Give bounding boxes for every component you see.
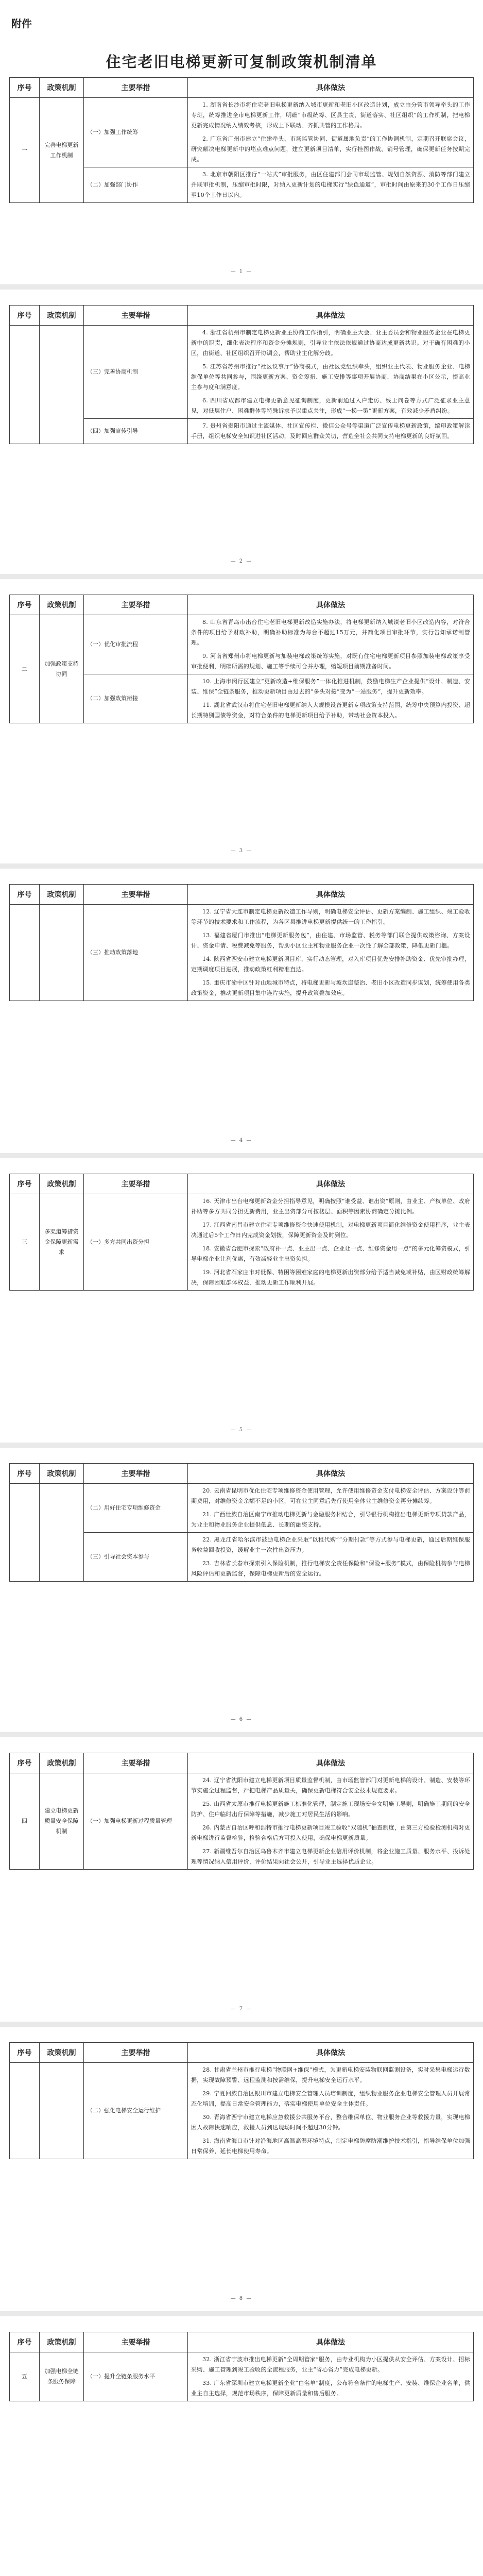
detail-paragraph: 23. 吉林省长春市探索引入保险机制，推行电梯安全责任保险和“保险+服务”模式，由保险机构参与电梯风险评估和更新监督，保障电梯更新后的安全运行。 — [191, 1560, 470, 1577]
header-no: 序号 — [10, 885, 40, 905]
detail-paragraph: 32. 浙江省宁波市推出电梯更新“全周期管家”服务，由专业机构为小区提供从安全评估、方案设计、招标采购、施工管理到竣工验收的全流程服务，业主“省心省力”完成电梯更新。 — [191, 2356, 470, 2373]
header-policy: 政策机制 — [40, 595, 84, 615]
page-number: — 4 — — [230, 1138, 253, 1143]
page-number: — 2 — — [230, 558, 253, 564]
header-no: 序号 — [10, 1753, 40, 1773]
header-detail: 具体做法 — [188, 1174, 474, 1194]
header-detail: 具体做法 — [188, 1753, 474, 1773]
header-policy: 政策机制 — [40, 2043, 84, 2063]
policy-table — [9, 884, 474, 1001]
page-number: — 8 — — [230, 2296, 253, 2301]
header-policy: 政策机制 — [40, 2332, 84, 2352]
measure-cell: （一）加强工作统筹 — [84, 98, 188, 167]
header-no: 序号 — [10, 2332, 40, 2352]
header-measure: 主要举措 — [84, 78, 188, 98]
detail-paragraph: 19. 河北省石家庄市对低保、特困等困难家庭的电梯更新出资部分给予适当减免或补贴，由区财政统筹解决，保障困难群体权益，推动更新工作顺利开展。 — [191, 1269, 470, 1286]
section-number: 二 — [10, 615, 40, 723]
measure-cell: （一）多方共同出资分担 — [84, 1194, 188, 1291]
policy-table — [9, 2042, 474, 2159]
measure-cell: （二）加强政策衔接 — [84, 674, 188, 723]
section-policy: 加强政策支持协同 — [40, 615, 84, 723]
detail-paragraph: 24. 辽宁省沈阳市建立电梯更新项目质量监督机制，由市场监管部门对更新电梯的设计、制造、安装等环节实施全过程监督，严把电梯产品质量关，确保更新电梯符合安全技术规范要求。 — [191, 1777, 470, 1794]
detail-cell — [188, 1773, 474, 1870]
table-header-row — [10, 2043, 474, 2063]
detail-paragraph: 16. 天津市出台电梯更新资金分担指导意见，明确按照“谁受益、谁出资”原则，由业主、产权单位、政府补助等多方共同分担更新费用，业主出资部分可按楼层、面积等因素协商确定分摊比例。 — [191, 1198, 470, 1215]
detail-paragraph: 18. 安徽省合肥市探索“政府补一点、业主出一点、企业让一点、维修资金用一点”的多元化筹资模式，引导电梯企业让利优惠，有效减轻业主出资负担。 — [191, 1245, 470, 1262]
page-1 — [0, 0, 483, 284]
table-row — [10, 326, 474, 419]
section-policy: 建立电梯更新质量安全保障机制 — [40, 1773, 84, 1870]
detail-paragraph: 5. 江苏省苏州市推行“社区议事厅”协商模式，由社区党组织牵头，组织业主代表、物业服务企业、电梯维保单位等共同参与，围绕更新方案、资金筹措、施工安排等事项开展协商，协商结果在小区公示，提高业主参与度和满意度。 — [191, 363, 470, 391]
header-measure: 主要举措 — [84, 885, 188, 905]
header-detail: 具体做法 — [188, 1464, 474, 1484]
policy-table — [9, 2332, 474, 2401]
table-header-row — [10, 78, 474, 98]
header-no: 序号 — [10, 1174, 40, 1194]
section-number: 三 — [10, 1194, 40, 1291]
page-6 — [0, 1448, 483, 1732]
detail-cell — [188, 2352, 474, 2401]
header-measure: 主要举措 — [84, 1753, 188, 1773]
header-detail: 具体做法 — [188, 2332, 474, 2352]
policy-table — [9, 305, 474, 444]
section-policy: 加强电梯全链条服务保障 — [40, 2352, 84, 2401]
header-no: 序号 — [10, 595, 40, 615]
table-row — [10, 98, 474, 167]
page-3 — [0, 579, 483, 863]
page-number: — 7 — — [230, 2006, 253, 2012]
header-no: 序号 — [10, 306, 40, 326]
measure-cell: （四）加强宣传引导 — [84, 419, 188, 444]
detail-paragraph: 4. 浙江省杭州市制定电梯更新业主协商工作指引，明确业主大会、业主委员会和物业服务企业在电梯更新中的职责，细化表决程序和资金分摊规则，引导业主依法依规通过协商达成更新共识。对于确有困难的小区，由街道、社区组织召开协调会，帮助业主化解分歧。 — [191, 329, 470, 357]
section-policy: 多渠道筹措资金保障更新需求 — [40, 1194, 84, 1291]
measure-cell: （一）提升全链条服务水平 — [84, 2352, 188, 2401]
measure-cell: （三）完善协商机制 — [84, 326, 188, 419]
detail-paragraph: 21. 广西壮族自治区南宁市推动电梯更新与金融服务相结合，引导银行机构推出电梯更新专项贷款产品，为业主和物业服务企业提供低息、长期的融资支持。 — [191, 1511, 470, 1528]
header-detail: 具体做法 — [188, 885, 474, 905]
header-measure: 主要举措 — [84, 595, 188, 615]
detail-paragraph: 12. 辽宁省大连市制定电梯更新改造工作导则，明确电梯安全评估、更新方案编制、施工组织、竣工验收等环节的技术要求和工作流程，为各区县推进电梯更新提供统一的工作指引。 — [191, 908, 470, 925]
header-policy: 政策机制 — [40, 885, 84, 905]
measure-cell: （二）用好住宅专项维修资金 — [84, 1484, 188, 1533]
header-no: 序号 — [10, 78, 40, 98]
header-policy: 政策机制 — [40, 78, 84, 98]
detail-paragraph: 26. 内蒙古自治区呼和浩特市推行电梯更新项目竣工验收“双随机”抽查制度，由第三方检验检测机构对更新电梯进行监督检验，检验合格后方可投入使用，确保电梯更新质量。 — [191, 1824, 470, 1841]
header-no: 序号 — [10, 1464, 40, 1484]
page-7 — [0, 1737, 483, 2022]
detail-cell — [188, 674, 474, 723]
detail-paragraph: 28. 甘肃省兰州市推行电梯“物联网+维保”模式，为更新电梯安装物联网监测设备，实时采集电梯运行数据，实现故障预警、远程监测和按需维保，提升电梯安全运行水平。 — [191, 2066, 470, 2083]
policy-table — [9, 1463, 474, 1582]
detail-cell — [188, 419, 474, 444]
detail-paragraph: 33. 广东省深圳市建立电梯更新企业“白名单”制度，公布符合条件的电梯生产、安装、维保企业名单，供业主自主选择，规范市场秩序，保障更新质量和售后服务。 — [191, 2380, 470, 2397]
table-row — [10, 1484, 474, 1533]
measure-cell: （三）引导社会资本参与 — [84, 1533, 188, 1582]
section-number: 一 — [10, 98, 40, 203]
section-number: 五 — [10, 2352, 40, 2401]
page-number: — 6 — — [230, 1717, 253, 1722]
document-title: 住宅老旧电梯更新可复制政策机制清单 — [106, 53, 377, 71]
detail-paragraph: 3. 北京市朝阳区推行“一站式”审批服务，由区住建部门会同市场监管、规划自然资源、消防等部门建立并联审批机制，压缩审批时限，对纳入更新计划的电梯实行“绿色通道”，审批时间由原来的30个工作日压缩至10个工作日以内。 — [191, 171, 470, 198]
header-policy: 政策机制 — [40, 1753, 84, 1773]
detail-paragraph: 25. 山西省太原市推行电梯更新施工标准化管理，制定施工现场安全文明施工导则，明确施工期间的安全防护、住户临时出行保障等措施，减少施工对居民生活的影响。 — [191, 1801, 470, 1818]
table-row — [10, 905, 474, 1001]
detail-paragraph: 29. 宁夏回族自治区银川市建立电梯安全管理人员培训制度，组织物业服务企业电梯安全管理人员开展常态化培训，提高日常安全管理能力，落实电梯使用单位安全主体责任。 — [191, 2090, 470, 2107]
table-header-row — [10, 1753, 474, 1773]
detail-paragraph: 7. 贵州省贵阳市通过主流媒体、社区宣传栏、微信公众号等渠道广泛宣传电梯更新政策，编印政策解读手册，组织电梯安全知识进社区活动，及时回应群众关切，营造全社会共同支持电梯更新的良好氛围。 — [191, 422, 470, 439]
section-number: 四 — [10, 1773, 40, 1870]
attachment-label: 附件 — [11, 18, 32, 30]
detail-cell — [188, 167, 474, 203]
page-8 — [0, 2027, 483, 2311]
page-5 — [0, 1158, 483, 1443]
table-row — [10, 1773, 474, 1870]
detail-cell — [188, 98, 474, 167]
detail-paragraph: 1. 湖南省长沙市将住宅老旧电梯更新纳入城市更新和老旧小区改造计划，成立由分管市领导牵头的工作专班，统筹推进全市电梯更新工作，明确“市级统筹、区县主责、街道落实、社区组织”的工作机制，把电梯更新完成情况纳入绩效考核，形成上下联动、齐抓共管的工作格局。 — [191, 101, 470, 129]
detail-cell — [188, 326, 474, 419]
header-measure: 主要举措 — [84, 2043, 188, 2063]
detail-paragraph: 9. 河南省郑州市将电梯更新与加装电梯政策统筹实施，对既有住宅电梯更新项目参照加装电梯政策享受审批便利，明确所需的规划、施工等手续可合并办理，缩短项目前期准备时间。 — [191, 653, 470, 670]
table-header-row — [10, 1174, 474, 1194]
detail-paragraph: 20. 云南省昆明市优化住宅专项维修资金使用管理，允许使用维修资金支付电梯安全评估、方案设计等前期费用，对维修资金余额不足的小区，可在业主同意后先行使用全体业主维修资金再分摊续筹。 — [191, 1487, 470, 1504]
page-9 — [0, 2316, 483, 2576]
detail-paragraph: 13. 福建省厦门市推出“电梯更新服务包”，由住建、市场监管、税务等部门联合提供政策咨询、方案设计、资金申请、税费减免等服务，帮助小区业主和物业服务企业一次性了解全部政策，降低更新门槛。 — [191, 932, 470, 949]
header-policy: 政策机制 — [40, 1174, 84, 1194]
measure-cell: （一）优化审批流程 — [84, 615, 188, 674]
detail-paragraph: 11. 湖北省武汉市将住宅老旧电梯更新纳入大规模设备更新专项政策支持范围，统筹中央预算内投资、超长期特别国债等资金，对符合条件的电梯更新项目给予补助，带动社会资本投入。 — [191, 702, 470, 719]
header-detail: 具体做法 — [188, 2043, 474, 2063]
page-4 — [0, 869, 483, 1153]
detail-paragraph: 17. 江西省南昌市建立住宅专项维修资金快速使用机制，对电梯更新项目简化维修资金使用程序，业主表决通过后5个工作日内完成资金划拨，保障更新资金及时到位。 — [191, 1222, 470, 1239]
policy-table — [9, 595, 474, 723]
measure-cell: （一）加强电梯更新过程质量管理 — [84, 1773, 188, 1870]
detail-paragraph: 15. 重庆市渝中区针对山地城市特点，将电梯更新与坡坎崖整治、老旧小区改造同步谋划，统筹使用各类政策资金，推动更新项目集中连片实施，提升政策叠加效应。 — [191, 979, 470, 996]
measure-cell: （三）推动政策落地 — [84, 905, 188, 1001]
table-row — [10, 2352, 474, 2401]
page-number: — 1 — — [230, 269, 253, 275]
detail-paragraph: 10. 上海市闵行区建立“更新改造+维保服务”一体化推进机制，鼓励电梯生产企业提供“设计、制造、安装、维保”全链条服务，推动更新项目由过去的“多头对接”变为“一站服务”，提升更新效率。 — [191, 678, 470, 695]
detail-paragraph: 6. 四川省成都市建立电梯更新意见征询制度，更新前通过入户走访、线上问卷等方式广泛征求业主意见，对低层住户、困难群体等特殊诉求予以重点关注，形成“一梯一策”更新方案，有效减少矛盾纠纷。 — [191, 397, 470, 414]
detail-paragraph: 30. 青海省西宁市建立电梯应急救援公共服务平台，整合维保单位、物业服务企业等救援力量，实现电梯困人故障快速响应，救援人员到达现场时间不超过30分钟。 — [191, 2114, 470, 2131]
detail-paragraph: 31. 海南省海口市针对沿海地区高温高湿环境特点，制定电梯防腐防潮维护技术指引，指导维保单位加强日常保养，延长电梯使用寿命。 — [191, 2138, 470, 2155]
detail-cell — [188, 1533, 474, 1582]
page-number: — 3 — — [230, 848, 253, 854]
measure-cell: （二）加强部门协作 — [84, 167, 188, 203]
header-policy: 政策机制 — [40, 306, 84, 326]
measure-cell: （二）强化电梯安全运行维护 — [84, 2063, 188, 2159]
header-measure: 主要举措 — [84, 1464, 188, 1484]
detail-cell — [188, 615, 474, 674]
table-header-row — [10, 2332, 474, 2352]
table-header-row — [10, 595, 474, 615]
detail-paragraph: 2. 广东省广州市建立“住建牵头、市场监管协同、街道属地负责”的工作协调机制，定期召开联席会议，研究解决电梯更新中的堵点难点问题，建立更新项目清单，实行挂图作战、销号管理，确保更新任务按期完成。 — [191, 135, 470, 163]
table-header-row — [10, 1464, 474, 1484]
detail-cell — [188, 2063, 474, 2159]
policy-table — [9, 1174, 474, 1291]
table-row — [10, 615, 474, 674]
table-header-row — [10, 885, 474, 905]
header-detail: 具体做法 — [188, 595, 474, 615]
header-measure: 主要举措 — [84, 1174, 188, 1194]
detail-cell — [188, 1484, 474, 1533]
page-number: — 5 — — [230, 1427, 253, 1433]
detail-paragraph: 14. 陕西省西安市建立电梯更新项目库，实行动态管理，对入库项目优先安排补助资金、优先审批办理，定期调度项目进展，推动政策红利精准直达。 — [191, 956, 470, 973]
section-policy: 完善电梯更新工作机制 — [40, 98, 84, 203]
header-detail: 具体做法 — [188, 78, 474, 98]
table-row — [10, 2063, 474, 2159]
header-detail: 具体做法 — [188, 306, 474, 326]
header-policy: 政策机制 — [40, 1464, 84, 1484]
page-2 — [0, 290, 483, 574]
table-row — [10, 1194, 474, 1291]
detail-cell — [188, 1194, 474, 1291]
header-measure: 主要举措 — [84, 306, 188, 326]
header-measure: 主要举措 — [84, 2332, 188, 2352]
detail-cell — [188, 905, 474, 1001]
header-no: 序号 — [10, 2043, 40, 2063]
detail-paragraph: 22. 黑龙江省哈尔滨市鼓励电梯企业采取“以租代购”“分期付款”等方式参与电梯更新，通过后期维保服务收益回收投资，缓解业主一次性出资压力。 — [191, 1536, 470, 1553]
detail-paragraph: 27. 新疆维吾尔自治区乌鲁木齐市建立电梯更新企业信用评价机制，将企业施工质量、服务水平、投诉处理等情况纳入信用评价，评价结果向社会公开，引导业主选择优质企业。 — [191, 1848, 470, 1865]
detail-paragraph: 8. 山东省青岛市出台住宅老旧电梯更新改造实施办法，将电梯更新纳入城镇老旧小区改造内容，对符合条件的项目给予财政补助，明确补助标准为每台不超过15万元，并简化项目审批环节，实行告知承诺制管理。 — [191, 619, 470, 646]
policy-table — [9, 77, 474, 203]
policy-table — [9, 1753, 474, 1870]
table-header-row — [10, 306, 474, 326]
